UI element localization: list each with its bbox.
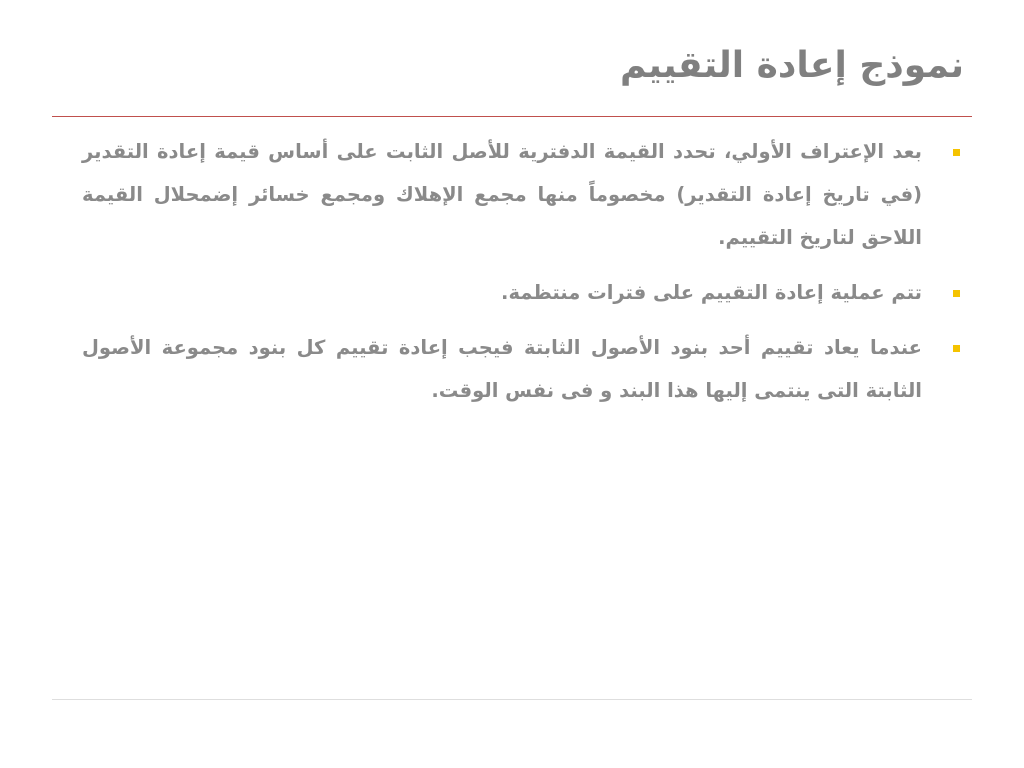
bullet-item [82, 271, 962, 314]
bullet-list [82, 130, 962, 424]
bullet-text: عندما يعاد تقييم أحد بنود الأصول الثابتة فيجب إعادة تقييم كل بنود مجموعة الأصول الثابتة التى ينتمى إليها هذا البند و فى نفس الوقت. [82, 336, 922, 402]
bullet-text: بعد الإعتراف الأولي، تحدد القيمة الدفترية للأصل الثابت على أساس قيمة إعادة التقدير (في تاريخ إعادة التقدير) مخصوماً منها مجمع الإهلاك ومجمع خسائر إضمحلال القيمة اللاحق لتاريخ التقييم. [82, 140, 922, 249]
square-bullet-icon [953, 290, 960, 297]
slide-title: نموذج إعادة التقييم [620, 45, 964, 86]
bullet-text: تتم عملية إعادة التقييم على فترات منتظمة. [501, 281, 922, 304]
square-bullet-icon [953, 345, 960, 352]
footer-divider [52, 699, 972, 700]
title-divider [52, 116, 972, 117]
bullet-item [82, 326, 962, 412]
bullet-item [82, 130, 962, 259]
square-bullet-icon [953, 149, 960, 156]
